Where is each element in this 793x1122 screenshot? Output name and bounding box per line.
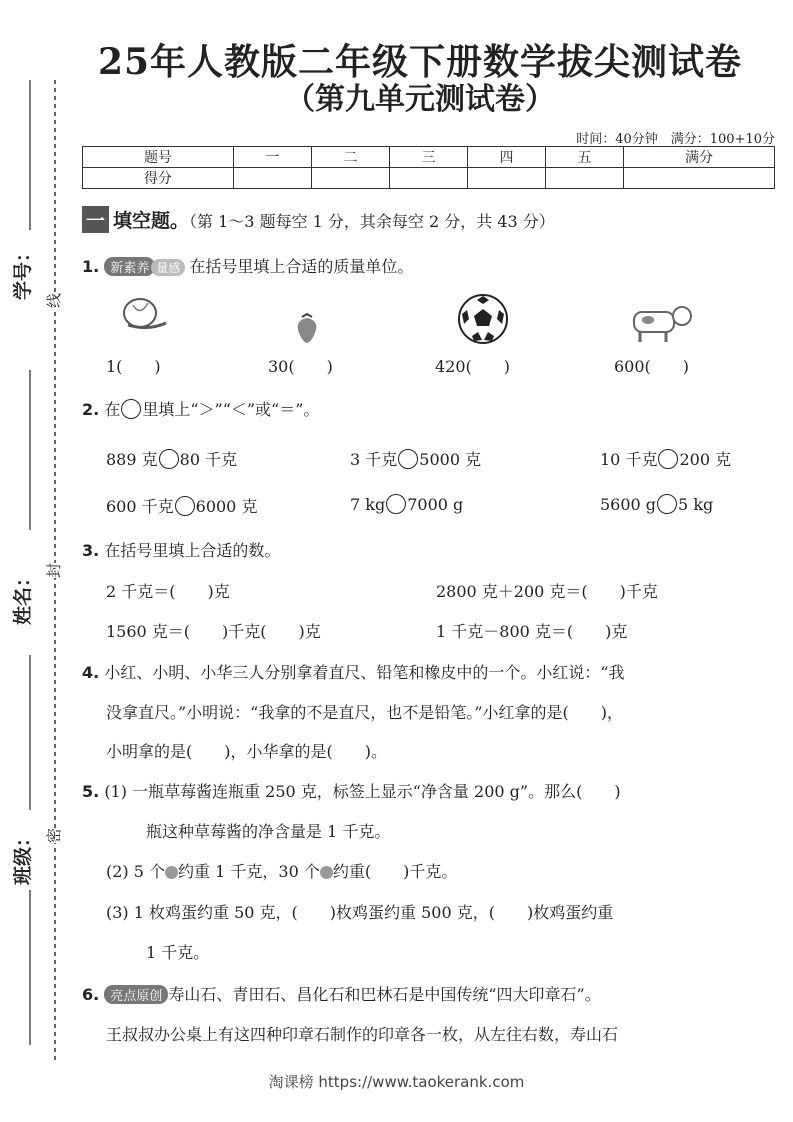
question-text: 瓶这种草莓酱的净含量是 1 千克。 xyxy=(146,822,391,841)
question-tag: 亮点原创 xyxy=(104,985,168,1004)
question-text: (2) 5 个 约重 1 千克，30 个 约重( )千克。 xyxy=(106,862,458,881)
question-4 xyxy=(82,660,625,683)
question-2 xyxy=(82,397,319,420)
question-6 xyxy=(82,982,601,1005)
q1-item: 420( ) xyxy=(435,357,511,376)
score-cell[interactable] xyxy=(546,168,624,189)
compare-item: 889 克 80 千克 xyxy=(106,450,238,469)
page-title: 25年人教版二年级下册数学拔尖测试卷 xyxy=(97,41,743,83)
question-1 xyxy=(82,254,413,277)
score-cell[interactable] xyxy=(467,168,545,189)
q1-item: 1( ) xyxy=(106,357,161,376)
page-subtitle: （第九单元测试卷） xyxy=(285,82,555,117)
compare-item: 10 千克 200 克 xyxy=(600,450,732,469)
question-text: 里填上“＞”“＜”或“＝”。 xyxy=(142,400,320,419)
question-text: 小明拿的是( )，小华拿的是( )。 xyxy=(106,742,387,761)
question-text: 小红、小明、小华三人分别拿着直尺、铅笔和橡皮中的一个。小红说：“我 xyxy=(104,663,625,682)
cow-icon xyxy=(628,302,694,344)
score-row-label: 得分 xyxy=(83,168,234,189)
section-note: （第 1～3 题每空 1 分，其余每空 2 分，共 43 分） xyxy=(189,212,555,231)
score-cell[interactable] xyxy=(389,168,467,189)
question-number: 3. xyxy=(82,541,100,560)
compare-item: 3 千克 5000 克 xyxy=(350,450,482,469)
question-number: 6. xyxy=(82,985,100,1004)
score-cell[interactable] xyxy=(624,168,775,189)
score-table xyxy=(82,146,775,189)
seal-mark: 封 xyxy=(45,562,64,579)
answer-circle[interactable] xyxy=(159,449,179,469)
question-text: 没拿直尺。”小明说：“我拿的不是直尺，也不是铅笔。”小红拿的是( )， xyxy=(106,703,624,722)
q1-item: 600( ) xyxy=(614,357,690,376)
question-tag: 新素养 xyxy=(104,257,155,276)
name-label: 姓名： xyxy=(12,567,34,625)
question-subtag: 量感 xyxy=(151,259,185,276)
strawberry-icon xyxy=(294,312,320,344)
answer-circle[interactable] xyxy=(657,494,677,514)
score-header: 一 xyxy=(233,147,311,168)
question-text: 1 千克。 xyxy=(146,943,210,962)
question-number: 1. xyxy=(82,257,100,276)
answer-circle[interactable] xyxy=(398,449,418,469)
cabbage-icon xyxy=(118,295,170,337)
section-title: 填空题。 xyxy=(113,210,190,232)
compare-item: 5600 g 5 kg xyxy=(600,495,714,514)
question-text: (3) 1 枚鸡蛋约重 50 克，( )枚鸡蛋约重 500 克，( )枚鸡蛋约重 xyxy=(106,903,614,922)
answer-circle[interactable] xyxy=(175,496,195,516)
question-number: 5. xyxy=(82,782,100,801)
q3-line: 2 千克＝( )克 xyxy=(106,582,230,601)
score-header: 五 xyxy=(546,147,624,168)
score-header: 题号 xyxy=(83,147,234,168)
compare-item: 600 千克 6000 克 xyxy=(106,497,258,516)
q3-line: 1 千克－800 克＝( )克 xyxy=(436,622,628,641)
question-text: 在 xyxy=(104,400,121,419)
question-number: 4. xyxy=(82,663,100,682)
score-header: 四 xyxy=(467,147,545,168)
secret-mark: 密 xyxy=(45,827,64,844)
cut-line-mark: 线 xyxy=(45,292,64,309)
question-text: 寿山石、青田石、昌化石和巴林石是中国传统“四大印章石”。 xyxy=(168,985,601,1004)
question-text: 王叔叔办公桌上有这四种印章石制作的印章各一枚，从左往右数，寿山石 xyxy=(106,1025,619,1044)
apple-icon xyxy=(320,866,333,879)
q3-line: 2800 克＋200 克＝( )千克 xyxy=(436,582,658,601)
score-cell[interactable] xyxy=(233,168,311,189)
score-header: 满分 xyxy=(624,147,775,168)
question-number: 2. xyxy=(82,400,100,419)
compare-circle-icon xyxy=(121,399,141,419)
section-heading xyxy=(82,206,555,233)
compare-item: 7 kg 7000 g xyxy=(350,495,464,514)
class-label: 班级： xyxy=(12,827,34,885)
apple-icon xyxy=(165,866,178,879)
q3-line: 1560 克＝( )千克( )克 xyxy=(106,622,321,641)
footer-watermark: 淘课榜 https://www.taokerank.com xyxy=(268,1073,525,1091)
question-5 xyxy=(82,779,621,802)
exam-meta: 时间：40分钟 满分：100+10分 xyxy=(576,132,775,147)
soccer-ball-icon xyxy=(456,292,510,346)
question-3 xyxy=(82,538,280,561)
score-cell[interactable] xyxy=(311,168,389,189)
score-header: 三 xyxy=(389,147,467,168)
answer-circle[interactable] xyxy=(658,449,678,469)
q1-item: 30( ) xyxy=(268,357,333,376)
question-text: (1) 一瓶草莓酱连瓶重 250 克，标签上显示“净含量 200 g”。那么( ) xyxy=(104,782,621,801)
question-text: 在括号里填上合适的质量单位。 xyxy=(189,257,414,276)
score-header: 二 xyxy=(311,147,389,168)
question-text: 在括号里填上合适的数。 xyxy=(104,541,281,560)
section-badge: 一 xyxy=(82,206,109,233)
student-id-label: 学号： xyxy=(12,242,34,300)
answer-circle[interactable] xyxy=(386,494,406,514)
